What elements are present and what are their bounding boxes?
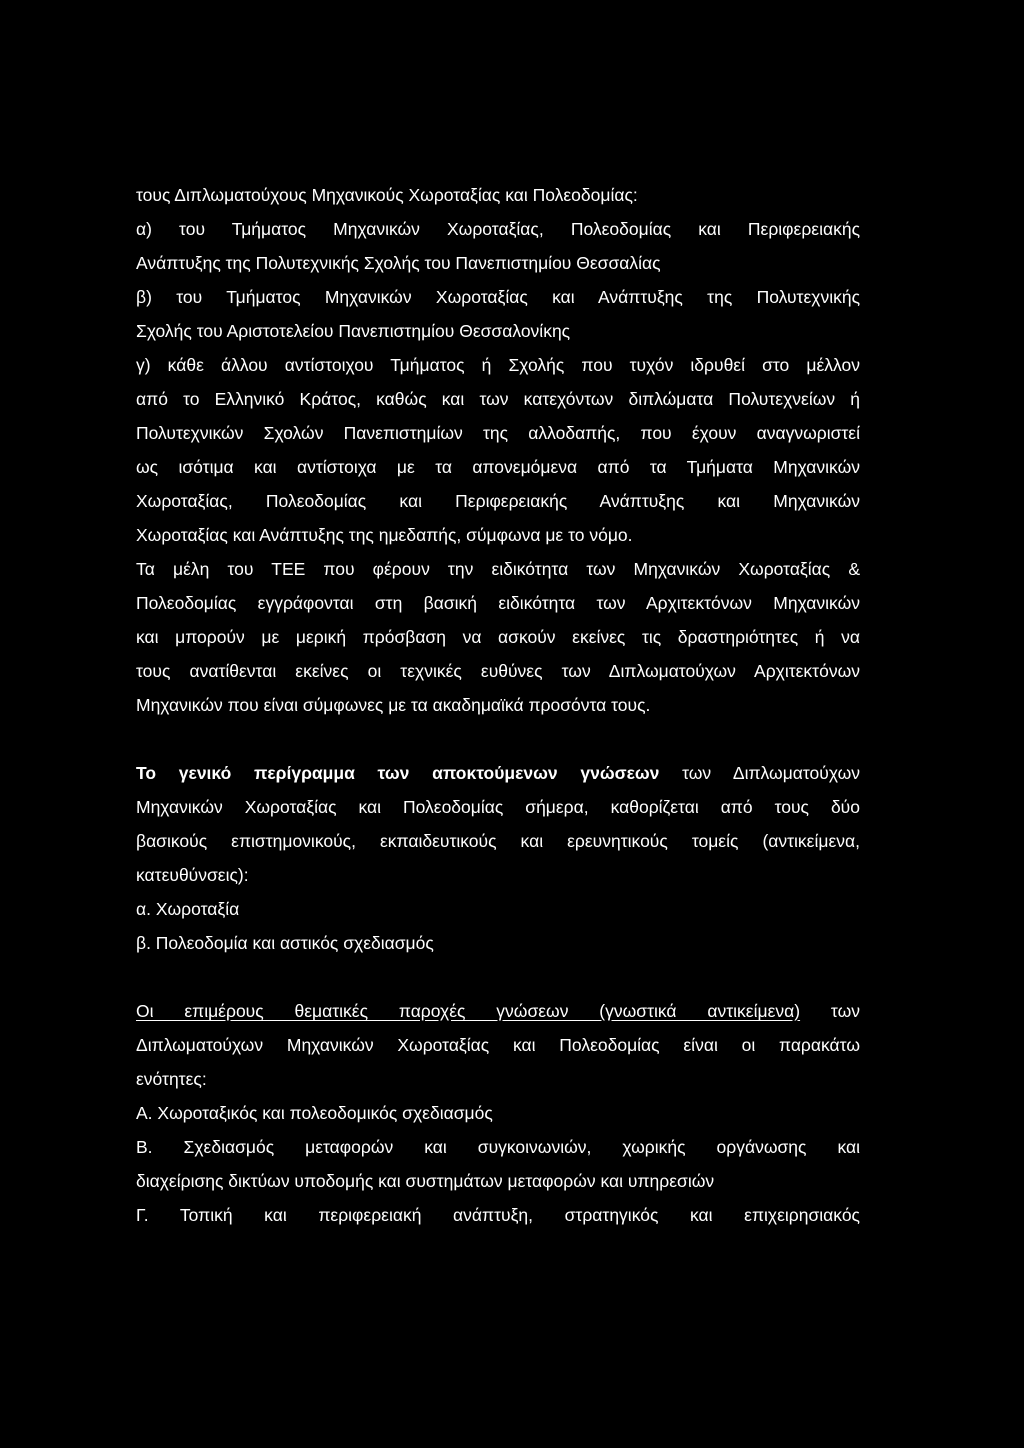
unit-b-line-2: διαχείρισης δικτύων υποδομής και συστημάτων μεταφορών και υπηρεσιών xyxy=(136,1171,715,1191)
units-line-1-rest: των xyxy=(800,1001,860,1021)
intro-line: τους Διπλωματούχους Μηχανικούς Χωροταξίας και Πολεοδομίας: xyxy=(136,185,638,205)
outline-item-a: α. Χωροταξία xyxy=(136,899,240,919)
units-line-1 xyxy=(136,994,860,1028)
tee-line-5: Μηχανικών που είναι σύμφωνες με τα ακαδημαϊκά προσόντα τους. xyxy=(136,695,651,715)
item-b-line-2: Σχολής του Αριστοτελείου Πανεπιστημίου Θεσσαλονίκης xyxy=(136,321,571,341)
paragraph-spacer xyxy=(136,722,860,756)
item-c-line-5: Χωροταξίας, Πολεοδομίας και Περιφερειακής Ανάπτυξης και Μηχανικών xyxy=(136,491,860,511)
item-c-line-6: Χωροταξίας και Ανάπτυξης της ημεδαπής, σύμφωνα με το νόμο. xyxy=(136,525,633,545)
units-line-3: ενότητες: xyxy=(136,1069,207,1089)
unit-b-line-1: Β. Σχεδιασμός μεταφορών και συγκοινωνιών, χωρικής οργάνωσης και xyxy=(136,1137,860,1157)
item-c-line-4: ως ισότιμα και αντίστοιχα με τα απονεμόμενα από τα Τμήματα Μηχανικών xyxy=(136,457,860,477)
tee-line-2: Πολεοδομίας εγγράφονται στη βασική ειδικότητα των Αρχιτεκτόνων Μηχανικών xyxy=(136,593,860,613)
item-c-line-3: Πολυτεχνικών Σχολών Πανεπιστημίων της αλλοδαπής, που έχουν αναγνωριστεί xyxy=(136,423,860,443)
outline-line-1 xyxy=(136,756,860,790)
graduates-list xyxy=(136,178,860,552)
tee-line-3: και μπορούν με μερική πρόσβαση να ασκούν εκείνες τις δραστηριότητες ή να xyxy=(136,627,860,647)
unit-a: Α. Χωροταξικός και πολεοδομικός σχεδιασμός xyxy=(136,1103,493,1123)
general-outline-paragraph xyxy=(136,756,860,960)
paragraph-spacer-2 xyxy=(136,960,860,994)
outline-item-b: β. Πολεοδομία και αστικός σχεδιασμός xyxy=(136,933,434,953)
item-a-line-1: α) του Τμήματος Μηχανικών Χωροταξίας, Πολεοδομίας και Περιφερειακής xyxy=(136,219,860,239)
item-c-line-2: από το Ελληνικό Κράτος, καθώς και των κατεχόντων διπλώματα Πολυτεχνείων ή xyxy=(136,389,860,409)
item-b-line-1: β) του Τμήματος Μηχανικών Χωροταξίας και Ανάπτυξης της Πολυτεχνικής xyxy=(136,287,860,307)
item-a-line-2: Ανάπτυξης της Πολυτεχνικής Σχολής του Πανεπιστημίου Θεσσαλίας xyxy=(136,253,661,273)
item-c-line-1: γ) κάθε άλλου αντίστοιχου Τμήματος ή Σχολής που τυχόν ιδρυθεί στο μέλλον xyxy=(136,355,860,375)
unit-g-line-1: Γ. Τοπική και περιφερειακή ανάπτυξη, στρατηγικός και επιχειρησιακός xyxy=(136,1205,860,1225)
tee-line-4: τους ανατίθενται εκείνες οι τεχνικές ευθύνες των Διπλωματούχων Αρχιτεκτόνων xyxy=(136,661,860,681)
outline-heading: Το γενικό περίγραμμα των αποκτούμενων γνώσεων xyxy=(136,763,660,783)
units-heading: Οι επιμέρους θεματικές παροχές γνώσεων (γνωστικά αντικείμενα) xyxy=(136,1001,801,1021)
thematic-units-paragraph xyxy=(136,994,860,1232)
outline-line-3: βασικούς επιστημονικούς, εκπαιδευτικούς και ερευνητικούς τομείς (αντικείμενα, xyxy=(136,831,860,851)
units-line-2: Διπλωματούχων Μηχανικών Χωροταξίας και Πολεοδομίας είναι οι παρακάτω xyxy=(136,1035,860,1055)
outline-line-2: Μηχανικών Χωροταξίας και Πολεοδομίας σήμερα, καθορίζεται από τους δύο xyxy=(136,797,860,817)
outline-line-1-rest: των Διπλωματούχων xyxy=(659,763,860,783)
document-body xyxy=(136,178,860,1232)
outline-line-4: κατευθύνσεις): xyxy=(136,865,249,885)
tee-members-paragraph xyxy=(136,552,860,722)
tee-line-1: Τα μέλη του ΤΕΕ που φέρουν την ειδικότητα των Μηχανικών Χωροταξίας & xyxy=(136,559,860,579)
